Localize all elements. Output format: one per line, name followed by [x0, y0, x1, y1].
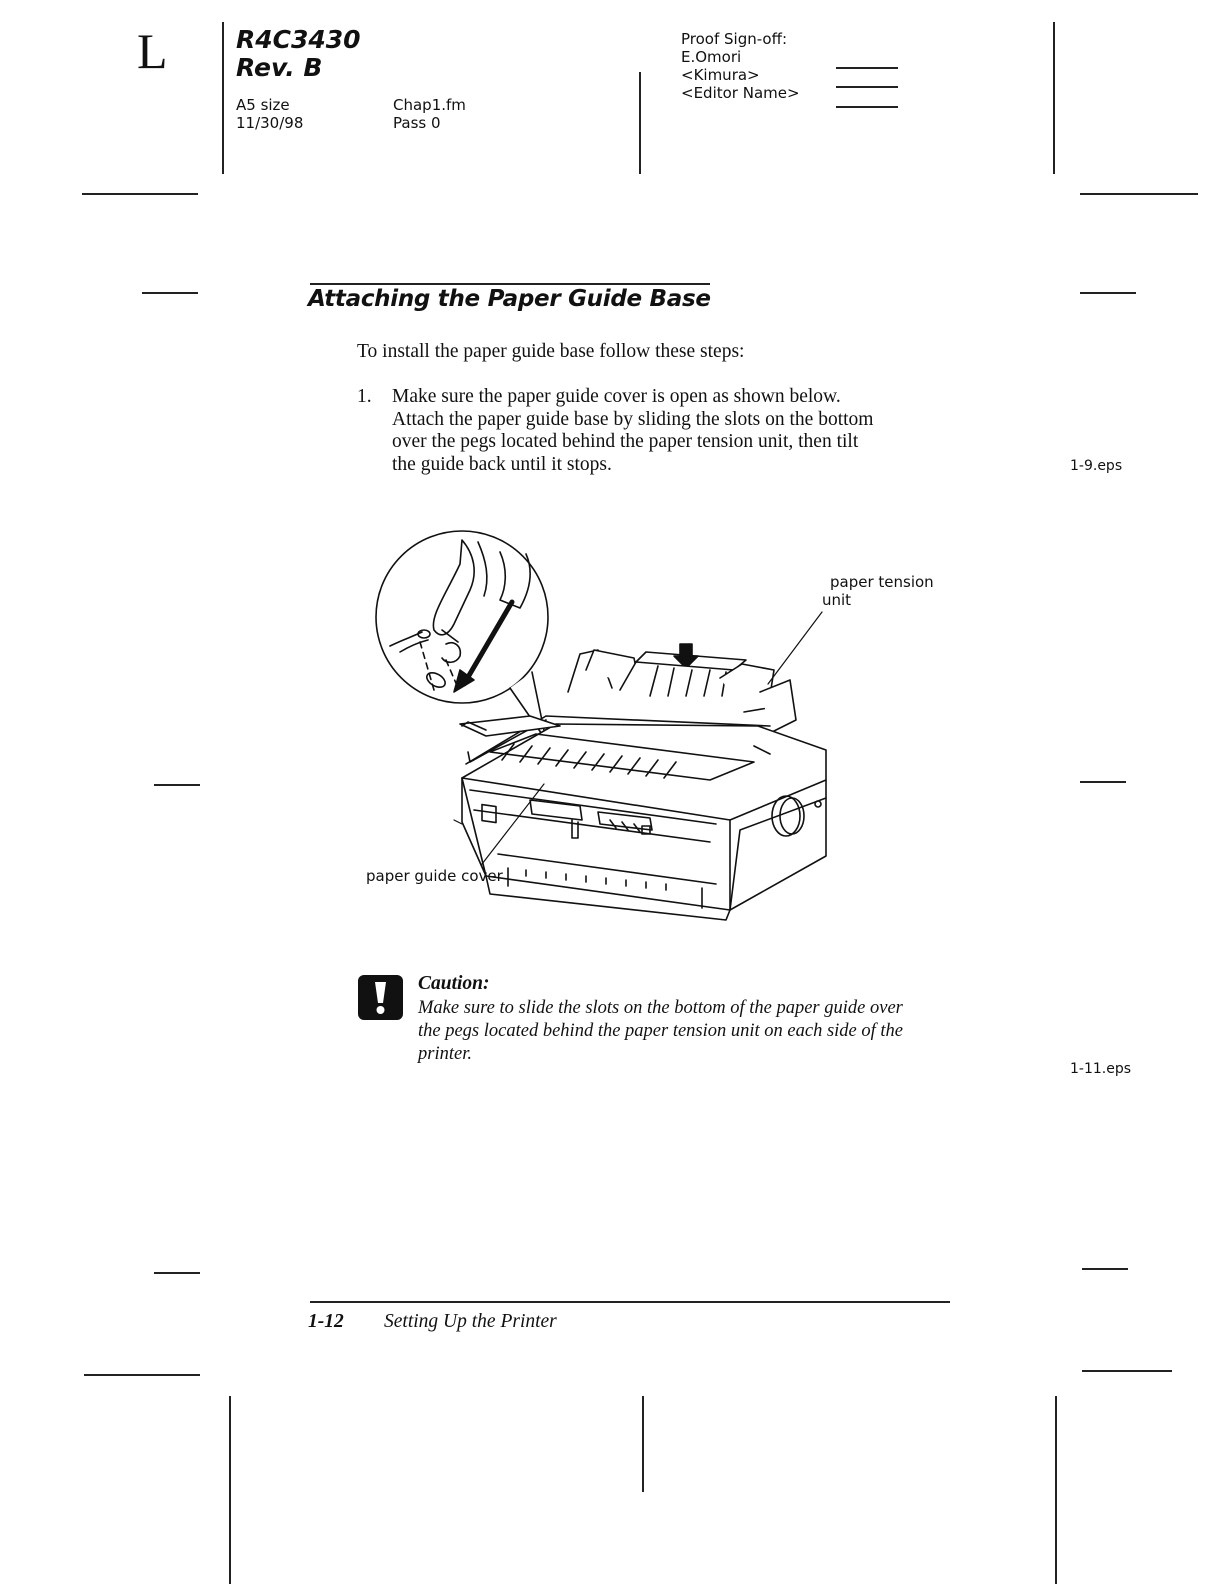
inset-magnifier	[376, 531, 548, 740]
proof-name: E.Omori	[681, 48, 742, 66]
signoff-line	[836, 67, 898, 69]
document-pass: Pass 0	[393, 114, 441, 132]
proof-name: <Kimura>	[681, 66, 760, 84]
caution-line: the pegs located behind the paper tension unit on each side of the	[418, 1021, 904, 1041]
caution-text	[418, 997, 958, 1066]
crop-mark	[154, 784, 200, 786]
step-line: the guide back until it stops.	[392, 453, 612, 475]
callout-paper-guide-cover: paper guide cover	[366, 867, 503, 885]
document-revision: Rev. B	[236, 53, 323, 82]
crop-mark	[82, 193, 198, 195]
crop-mark	[142, 292, 198, 294]
crop-mark	[1080, 781, 1126, 783]
footer-rule-right	[1055, 1396, 1057, 1584]
document-date: 11/30/98	[236, 114, 304, 132]
header-rule-left	[222, 22, 224, 174]
caution-title: Caution:	[418, 973, 490, 994]
caution-line: printer.	[418, 1044, 472, 1064]
header-rule-center	[639, 72, 641, 174]
signoff-line	[836, 86, 898, 88]
footer-rule-left	[229, 1396, 231, 1584]
section-title-rule	[310, 283, 710, 285]
printer-body	[460, 716, 826, 920]
leader-line	[454, 820, 462, 824]
crop-mark	[1082, 1370, 1172, 1372]
page-number: 1-12	[308, 1311, 344, 1332]
intro-text: To install the paper guide base follow these steps:	[357, 341, 745, 362]
crop-mark	[154, 1272, 200, 1274]
proof-signoff-title: Proof Sign-off:	[681, 30, 787, 48]
figure-filename: 1-11.eps	[1070, 1061, 1132, 1077]
crop-mark	[1080, 292, 1136, 294]
callout-paper-tension-unit: unit	[822, 591, 852, 609]
document-code: R4C3430	[236, 25, 361, 54]
signoff-line	[836, 106, 898, 108]
crop-mark	[1082, 1268, 1128, 1270]
crop-mark	[84, 1374, 200, 1376]
caution-line: Make sure to slide the slots on the bottom of the paper guide over	[418, 998, 903, 1018]
caution-icon	[356, 973, 405, 1022]
footer-rule-center	[642, 1396, 644, 1492]
step-text	[392, 386, 952, 476]
proof-name: <Editor Name>	[681, 84, 800, 102]
figure-filename: 1-9.eps	[1070, 458, 1123, 474]
section-title: Attaching the Paper Guide Base	[308, 286, 711, 312]
page-size: A5 size	[236, 96, 290, 114]
crop-mark	[1080, 193, 1198, 195]
footer-rule	[310, 1301, 950, 1303]
step-number: 1.	[357, 386, 372, 407]
corner-letter: L	[137, 23, 168, 79]
document-file: Chap1.fm	[393, 96, 466, 114]
step-line: Attach the paper guide base by sliding the slots on the bottom	[392, 408, 874, 430]
step-line: over the pegs located behind the paper tension unit, then tilt	[392, 431, 859, 452]
header-rule-right	[1053, 22, 1055, 174]
step-line: Make sure the paper guide cover is open as shown below.	[392, 386, 841, 407]
footer-section-name: Setting Up the Printer	[384, 1311, 557, 1332]
callout-paper-tension: paper tension	[830, 573, 934, 591]
leader-line	[768, 612, 822, 684]
